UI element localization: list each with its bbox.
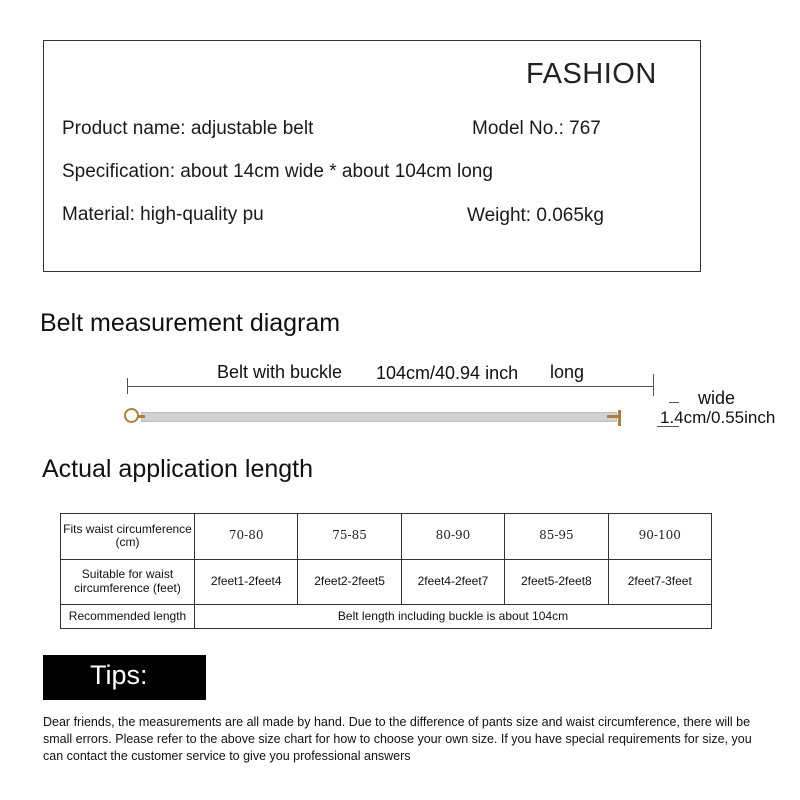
table-cell: 75-85	[298, 514, 401, 560]
size-table	[60, 513, 712, 629]
weight: Weight: 0.065kg	[467, 205, 604, 226]
table-cell: 80-90	[401, 514, 504, 560]
table-row	[61, 559, 712, 605]
material: Material: high-quality pu	[62, 204, 264, 225]
table-row	[61, 514, 712, 560]
table-row-header: Suitable for waist circumference (feet)	[61, 559, 195, 605]
length-label-prefix: Belt with buckle	[217, 362, 343, 382]
table-cell: Belt length including buckle is about 104cm	[195, 605, 712, 629]
table-cell: 2feet5-2feet8	[505, 559, 608, 605]
table-row	[61, 605, 712, 629]
table-row-header: Recommended length	[61, 605, 195, 629]
model-number: Model No.: 767	[472, 118, 601, 139]
tips-text: Dear friends, the measurements are all made by hand. Due to the difference of pants size and waist circumference, there will be small errors. Please refer to the above size chart for how to choose your own size. If you have special requirements for size, you can contact the customer service to give you professional answers	[43, 715, 752, 763]
length-label-value: 104cm/40.94 inch	[376, 363, 519, 383]
width-tick-top	[669, 402, 679, 403]
application-title: Actual application length	[42, 455, 314, 483]
brand-title: FASHION	[526, 58, 657, 90]
length-dimension-line	[127, 386, 654, 387]
table-cell: 85-95	[505, 514, 608, 560]
table-cell: 2feet1-2feet4	[195, 559, 298, 605]
table-cell: 2feet7-3feet	[608, 559, 711, 605]
table-cell: 90-100	[608, 514, 711, 560]
table-cell: 2feet4-2feet7	[401, 559, 504, 605]
product-name: Product name: adjustable belt	[62, 118, 314, 139]
length-tick-right	[653, 374, 654, 396]
table-cell: 70-80	[195, 514, 298, 560]
width-label-word: wide	[698, 388, 736, 408]
measurement-title: Belt measurement diagram	[40, 309, 341, 337]
length-label-suffix: long	[550, 362, 585, 382]
specification: Specification: about 14cm wide * about 104cm long	[62, 161, 493, 182]
table-row-header: Fits waist circumference (cm)	[61, 514, 195, 560]
belt-strap	[141, 412, 617, 422]
belt-tip-icon	[607, 409, 623, 427]
tips-label: Tips:	[90, 660, 148, 690]
table-cell: 2feet2-2feet5	[298, 559, 401, 605]
width-label-value: 1.4cm/0.55inch	[660, 408, 776, 427]
buckle-ring-icon	[124, 408, 139, 423]
